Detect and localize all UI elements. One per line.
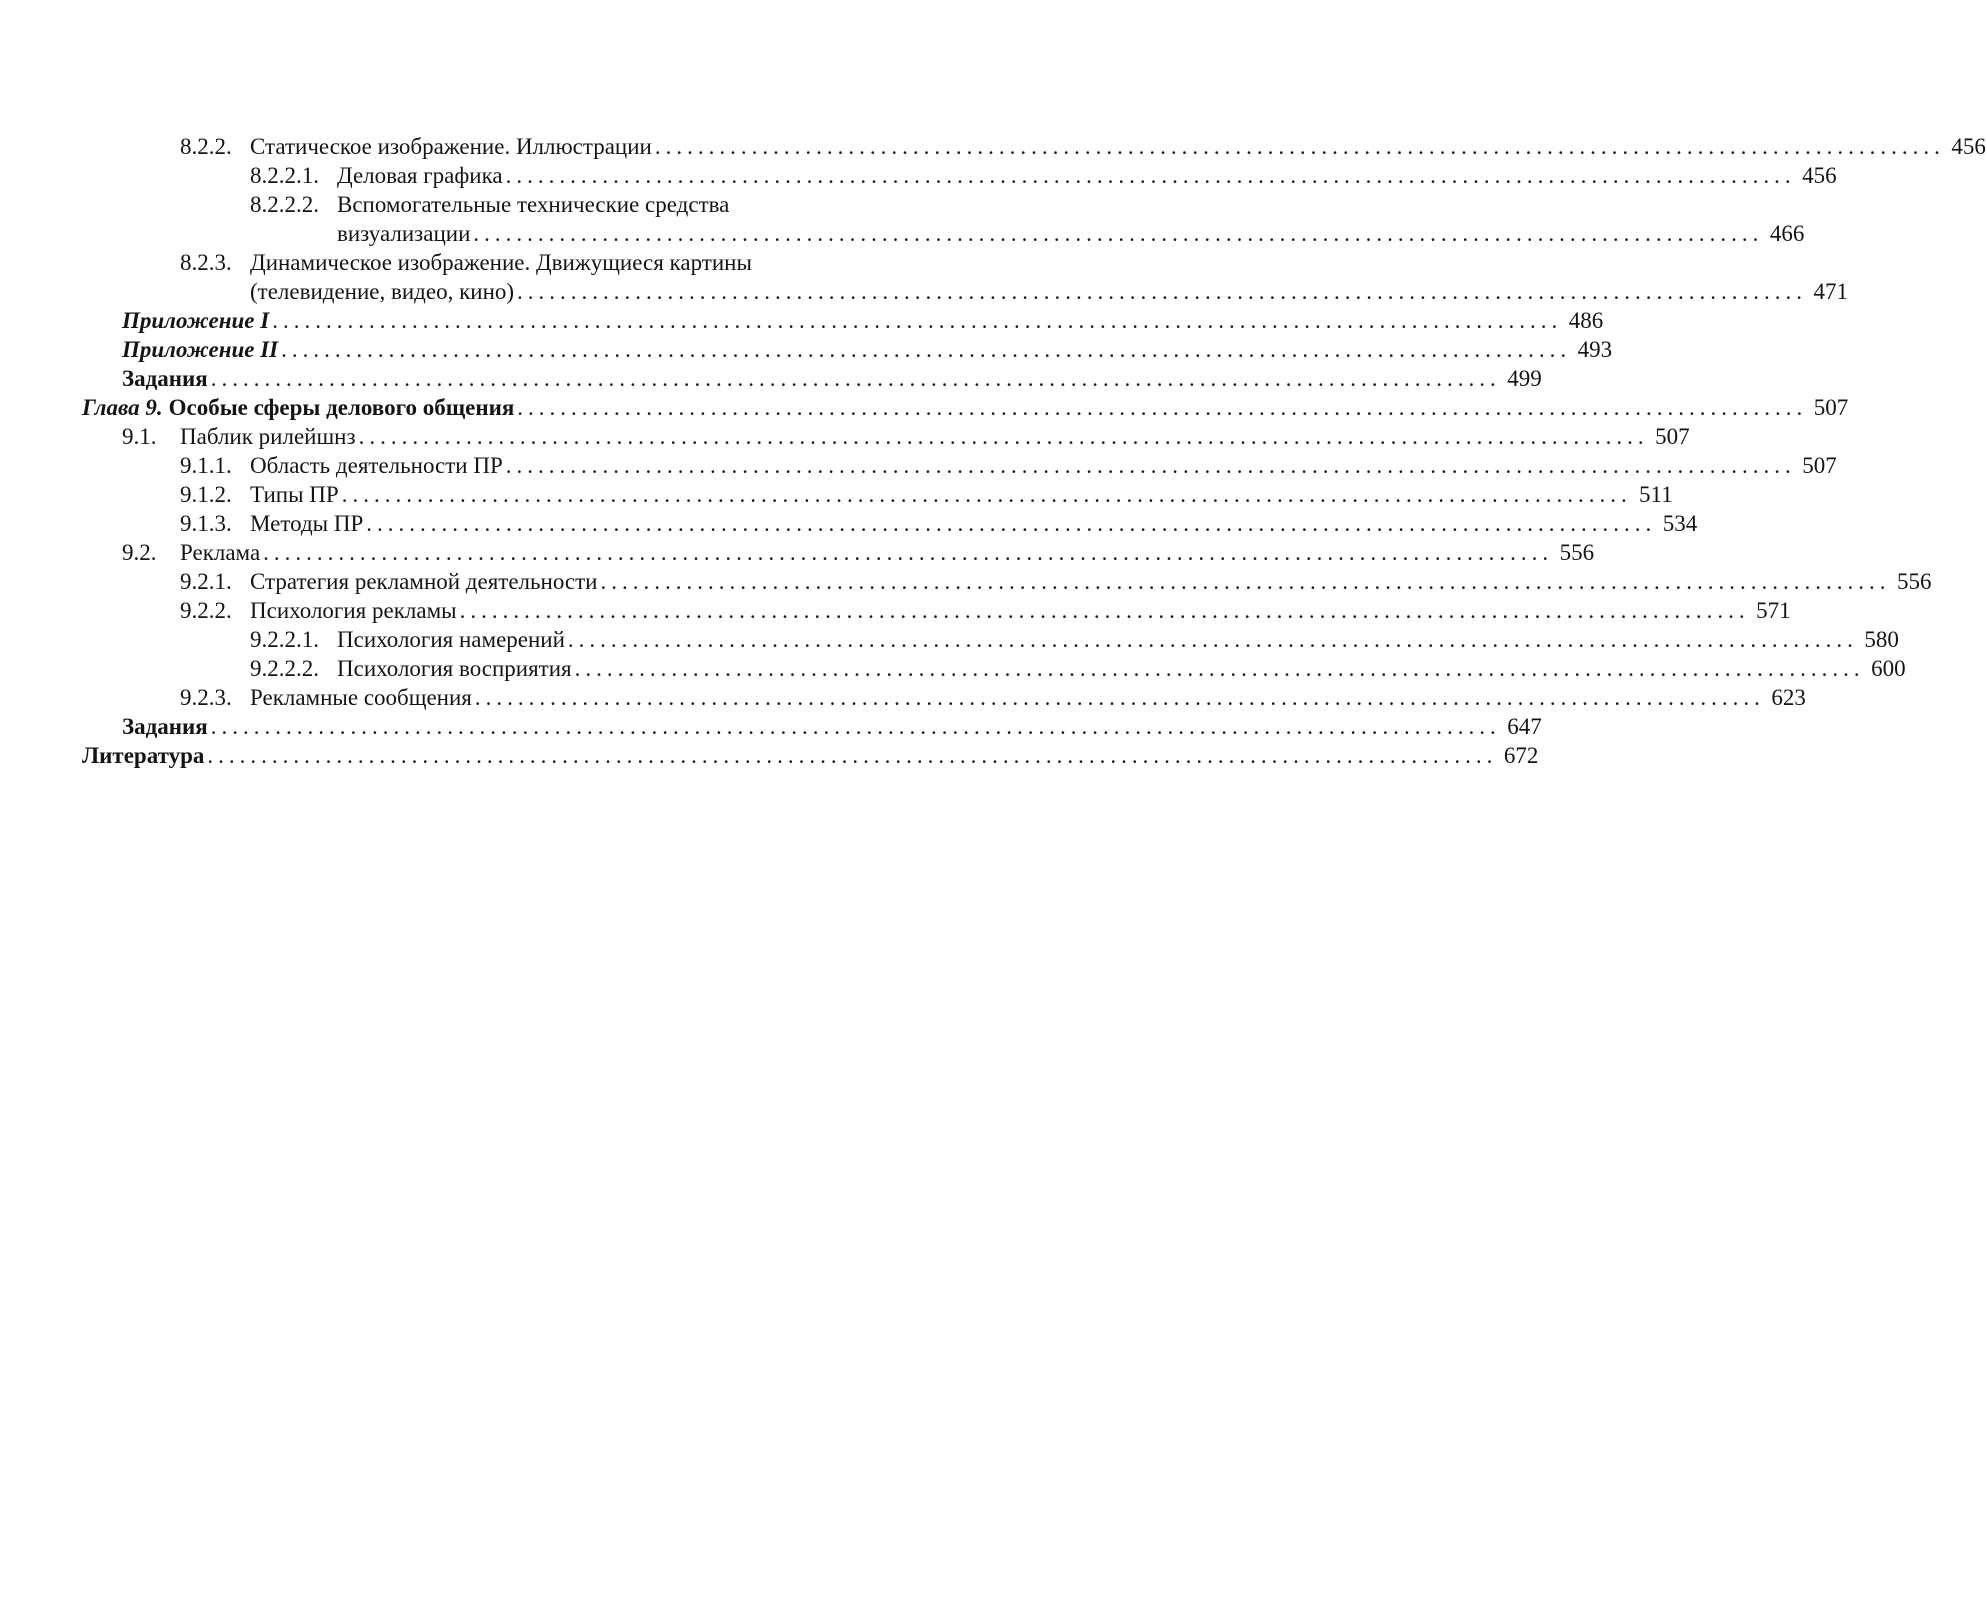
dot-leader: ........................................................................................................................ <box>210 366 1501 391</box>
toc-title: Психология рекламы <box>250 598 457 623</box>
toc-number: 8.2.2.1. <box>250 163 319 188</box>
dot-leader: ........................................................................................................................ <box>263 540 1554 565</box>
toc-title: Типы ПР <box>250 482 339 507</box>
toc-title: Литература <box>82 743 205 768</box>
dot-leader: ........................................................................................................................ <box>505 453 1796 478</box>
toc-title: Деловая графика <box>337 163 503 188</box>
toc-number: 9.2.1. <box>180 569 232 594</box>
toc-number: 8.2.2. <box>180 134 232 159</box>
toc-row <box>0 480 1673 509</box>
toc-entry[interactable] <box>250 132 1986 161</box>
toc-row <box>0 190 1000 219</box>
toc-number: 9.2.2. <box>180 598 232 623</box>
toc-number: 9.2. <box>122 540 157 565</box>
toc-entry[interactable] <box>82 741 1539 770</box>
toc-number: 9.2.3. <box>180 685 232 710</box>
toc-entry[interactable] <box>250 509 1698 538</box>
toc-page-number: 647 <box>1507 714 1542 739</box>
toc-row <box>0 741 1539 770</box>
dot-leader: ........................................................................................................................ <box>366 511 1657 536</box>
dot-leader: ........................................................................................................................ <box>517 395 1808 420</box>
toc-title: Методы ПР <box>250 511 364 536</box>
toc-entry[interactable] <box>337 161 1837 190</box>
toc-row <box>0 335 1613 364</box>
toc-title: Задания <box>122 714 208 739</box>
toc-page-number: 534 <box>1662 511 1698 536</box>
toc-page-number: 499 <box>1507 366 1542 391</box>
toc-page-number: 471 <box>1813 279 1849 304</box>
toc-page-number: 580 <box>1864 627 1899 652</box>
dot-leader: ........................................................................................................................ <box>207 743 1498 768</box>
toc-number: 8.2.2.2. <box>250 192 319 217</box>
toc-page-number: 672 <box>1503 743 1539 768</box>
toc-page-number: 571 <box>1756 598 1791 623</box>
dot-leader: ........................................................................................................................ <box>473 221 1764 246</box>
toc-row <box>0 277 1849 306</box>
toc-number: 8.2.3. <box>180 250 232 275</box>
dot-leader: ........................................................................................................................ <box>574 656 1865 681</box>
toc-title: Реклама <box>180 540 261 565</box>
dot-leader: ........................................................................................................................ <box>505 163 1796 188</box>
toc-number: 9.1. <box>122 424 157 449</box>
toc-row <box>0 538 1595 567</box>
toc-row <box>0 567 1932 596</box>
toc-entry[interactable] <box>250 683 1806 712</box>
toc-entry[interactable] <box>250 480 1673 509</box>
dot-leader: ........................................................................................................................ <box>341 482 1632 507</box>
dot-leader: ........................................................................................................................ <box>281 337 1572 362</box>
toc-row <box>0 248 1000 277</box>
toc-number: 9.1.2. <box>180 482 232 507</box>
toc-title[interactable]: Динамическое изображение. Движущиеся картины <box>250 250 752 275</box>
toc-entry[interactable] <box>250 596 1791 625</box>
dot-leader: ........................................................................................................................ <box>517 279 1808 304</box>
toc-entry[interactable] <box>250 277 1849 306</box>
toc-row <box>0 451 1837 480</box>
toc-page-number: 623 <box>1771 685 1806 710</box>
dot-leader: ........................................................................................................................ <box>358 424 1649 449</box>
toc-page-number: 600 <box>1871 656 1906 681</box>
toc-title: Область деятельности ПР <box>250 453 503 478</box>
dot-leader: ........................................................................................................................ <box>654 134 1945 159</box>
toc-page-number: 493 <box>1577 337 1613 362</box>
toc-entry[interactable] <box>337 654 1906 683</box>
toc-entry[interactable] <box>337 219 1805 248</box>
toc-title: Особые сферы делового общения <box>168 395 515 420</box>
toc-title: визуализации <box>337 221 471 246</box>
toc-row <box>0 364 1542 393</box>
toc-page-number: 466 <box>1769 221 1805 246</box>
toc-title: Рекламные сообщения <box>250 685 472 710</box>
toc-title[interactable]: Вспомогательные технические средства <box>337 192 730 217</box>
table-of-contents <box>0 132 1986 770</box>
toc-number: 9.1.3. <box>180 511 232 536</box>
toc-title: Психология восприятия <box>337 656 572 681</box>
chapter-prefix: Глава 9. <box>82 395 163 420</box>
toc-page-number: 556 <box>1559 540 1595 565</box>
toc-page-number: 507 <box>1655 424 1690 449</box>
toc-entry[interactable] <box>122 712 1542 741</box>
toc-entry[interactable] <box>122 306 1604 335</box>
toc-row <box>0 712 1542 741</box>
toc-row <box>0 683 1806 712</box>
toc-entry[interactable] <box>180 538 1595 567</box>
toc-row <box>0 625 1899 654</box>
toc-title: Статическое изображение. Иллюстрации <box>250 134 652 159</box>
toc-row <box>0 132 1986 161</box>
toc-row <box>0 422 1690 451</box>
toc-entry[interactable] <box>82 393 1849 422</box>
toc-row <box>0 393 1849 422</box>
dot-leader: ........................................................................................................................ <box>210 714 1501 739</box>
dot-leader: ........................................................................................................................ <box>567 627 1858 652</box>
toc-row <box>0 306 1604 335</box>
toc-row <box>0 219 1805 248</box>
toc-entry[interactable] <box>122 364 1542 393</box>
toc-title: Приложение II <box>122 337 279 362</box>
toc-number: 9.2.2.2. <box>250 656 319 681</box>
toc-title: Стратегия рекламной деятельности <box>250 569 598 594</box>
toc-page-number: 507 <box>1813 395 1849 420</box>
toc-entry[interactable] <box>250 451 1837 480</box>
toc-title: Приложение I <box>122 308 270 333</box>
dot-leader: ........................................................................................................................ <box>459 598 1750 623</box>
toc-row <box>0 161 1837 190</box>
toc-entry[interactable] <box>250 567 1932 596</box>
toc-page-number: 556 <box>1896 569 1932 594</box>
toc-entry[interactable] <box>180 422 1690 451</box>
toc-number: 9.2.2.1. <box>250 627 319 652</box>
toc-entry[interactable] <box>122 335 1613 364</box>
toc-page-number: 511 <box>1639 482 1673 507</box>
toc-number: 9.1.1. <box>180 453 232 478</box>
toc-page-number: 456 <box>1802 163 1837 188</box>
toc-page-number: 507 <box>1802 453 1837 478</box>
toc-title: Задания <box>122 366 208 391</box>
toc-entry[interactable] <box>337 625 1899 654</box>
toc-title: (телевидение, видео, кино) <box>250 279 515 304</box>
toc-row <box>0 596 1791 625</box>
toc-row <box>0 509 1698 538</box>
toc-page-number: 486 <box>1568 308 1604 333</box>
toc-title: Психология намерений <box>337 627 565 652</box>
dot-leader: ........................................................................................................................ <box>474 685 1765 710</box>
dot-leader: ........................................................................................................................ <box>600 569 1891 594</box>
toc-row <box>0 654 1906 683</box>
toc-title: Паблик рилейшнз <box>180 424 356 449</box>
dot-leader: ........................................................................................................................ <box>272 308 1563 333</box>
toc-page-number: 456 <box>1951 134 1986 159</box>
